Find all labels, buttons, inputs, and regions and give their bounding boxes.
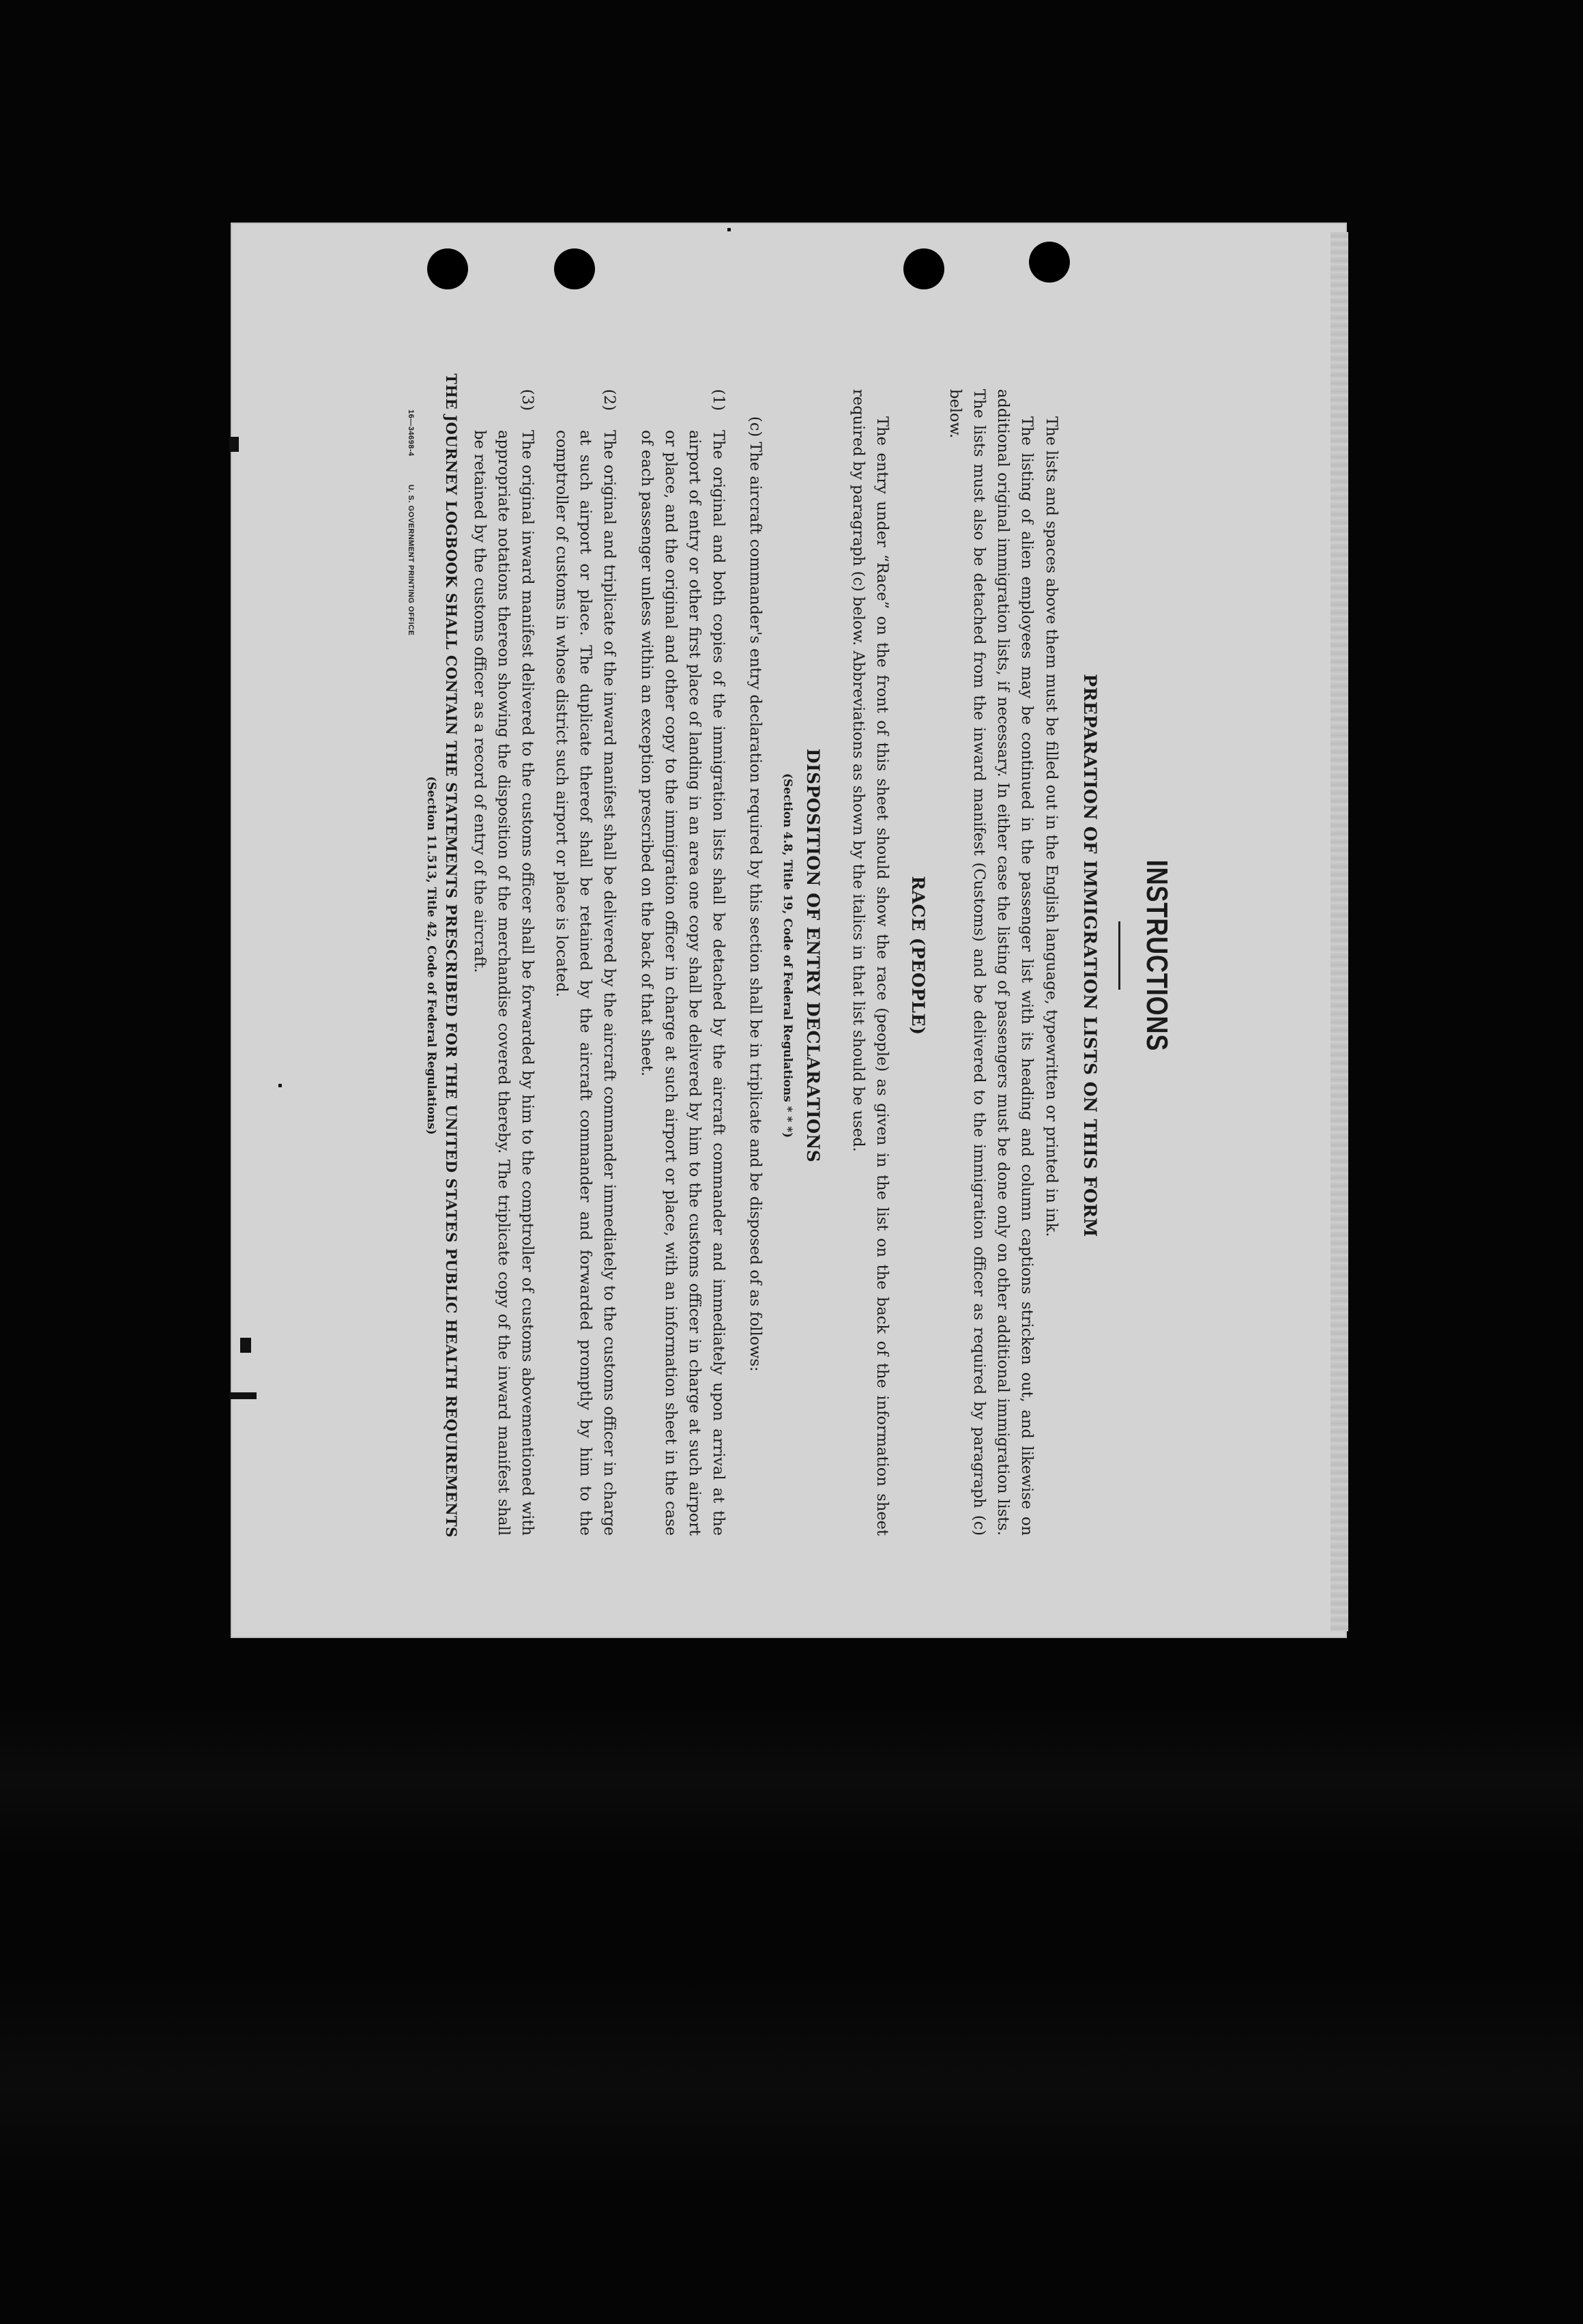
preparation-paragraph-2: The listing of alien employees may be continued in the passenger list with its heading and column captions stricken out, and likewise on additional original immigration lists, if necessary. In either case the listing of passengers must be done only on other additional immigration lists. The lists must also be detached from the inward manifest (Customs) and be delivered to the immigration officer as required by paragraph (c) below. — [946, 389, 1036, 1536]
item-text: The original inward manifest delivered to the customs officer shall be forwarded by him to the comptroller of customs abovementioned with appropriate notations thereon showing the disposition of the merchandise covered thereby. The triplicate copy of the inward manifest shall be retained by the customs officer as a record of entry of the aircraft. — [471, 430, 536, 1536]
punch-hole-icon — [554, 248, 595, 289]
heading-race: RACE (PEOPLE) — [908, 876, 928, 1035]
heading-disposition: DISPOSITION OF ENTRY DECLARATIONS — [803, 748, 823, 1163]
page-title: INSTRUCTIONS — [1140, 859, 1174, 1052]
list-item — [635, 389, 730, 1536]
scan-speck — [229, 1392, 257, 1399]
list-item — [467, 389, 539, 1536]
item-number: (1) — [710, 389, 727, 411]
heading-preparation: PREPARATION OF IMMIGRATION LISTS ON THIS FORM — [1080, 674, 1100, 1237]
item-text: The original and both copies of the immigration lists shall be detached by the aircraft commander and immediately upon arrival at the airport of entry or other first place of landing in an area one copy shall be delivered by him to the customs officer in charge at such airport or place, and the original and other copy to the immigration officer in charge at such airport or place, with an information sheet in the case of each passenger unless within an exception prescribed on the back of that sheet. — [638, 430, 727, 1536]
scan-speck — [278, 1084, 282, 1087]
item-number: (3) — [519, 389, 536, 411]
scan-speck — [229, 437, 239, 452]
item-text: The original and triplicate of the inward manifest shall be delivered by the aircraft commander immediately to the customs officer in charge at such airport or place. The duplicate thereof shall be retained by the aircraft commander and forwarded promptly by him to the comptroller of customs in whose district such airport or place is located. — [553, 430, 618, 1536]
scan-speck — [727, 228, 731, 231]
footer-citation: (Section 11.513, Title 42, Code of Federal Regulations) — [424, 776, 438, 1135]
instructions-page — [407, 287, 1174, 1624]
punch-hole-icon — [1029, 242, 1070, 283]
scan-speck — [240, 1338, 251, 1353]
printer-imprint: U. S. GOVERNMENT PRINTING OFFICE — [407, 485, 415, 636]
item-number: (2) — [600, 389, 618, 411]
scan-artifact-band — [0, 1979, 1583, 2184]
form-number: 16—34698-4 — [407, 410, 415, 457]
preparation-paragraph-1: The lists and spaces above them must be filled out in the English language, typewritten or printed in ink. — [1043, 416, 1060, 1237]
disposition-citation: (Section 4.8, Title 19, Code of Federal Regulations * * *) — [781, 773, 794, 1138]
punch-hole-icon — [427, 248, 468, 289]
list-item — [549, 389, 621, 1536]
scan-artifact-band — [0, 1706, 1583, 1856]
footer-heading: THE JOURNEY LOGBOOK SHALL CONTAIN THE STATEMENTS PRESCRIBED FOR THE UNITED STATES PUBLIC HEALTH REQUIREMENTS — [443, 373, 460, 1538]
paper-torn-edge — [1331, 232, 1348, 1631]
disposition-intro: (c) The aircraft commander's entry declaration required by this section shall be in triplicate and be disposed of as follows: — [746, 416, 764, 1372]
race-paragraph: The entry under “Race” on the front of this sheet should show the race (people) as given in the list on the back of the information sheet required by paragraph (c) below. Abbreviations as shown by the italics in that list should be used. — [849, 389, 891, 1536]
title-underline — [1118, 921, 1120, 990]
punch-hole-icon — [903, 248, 944, 289]
